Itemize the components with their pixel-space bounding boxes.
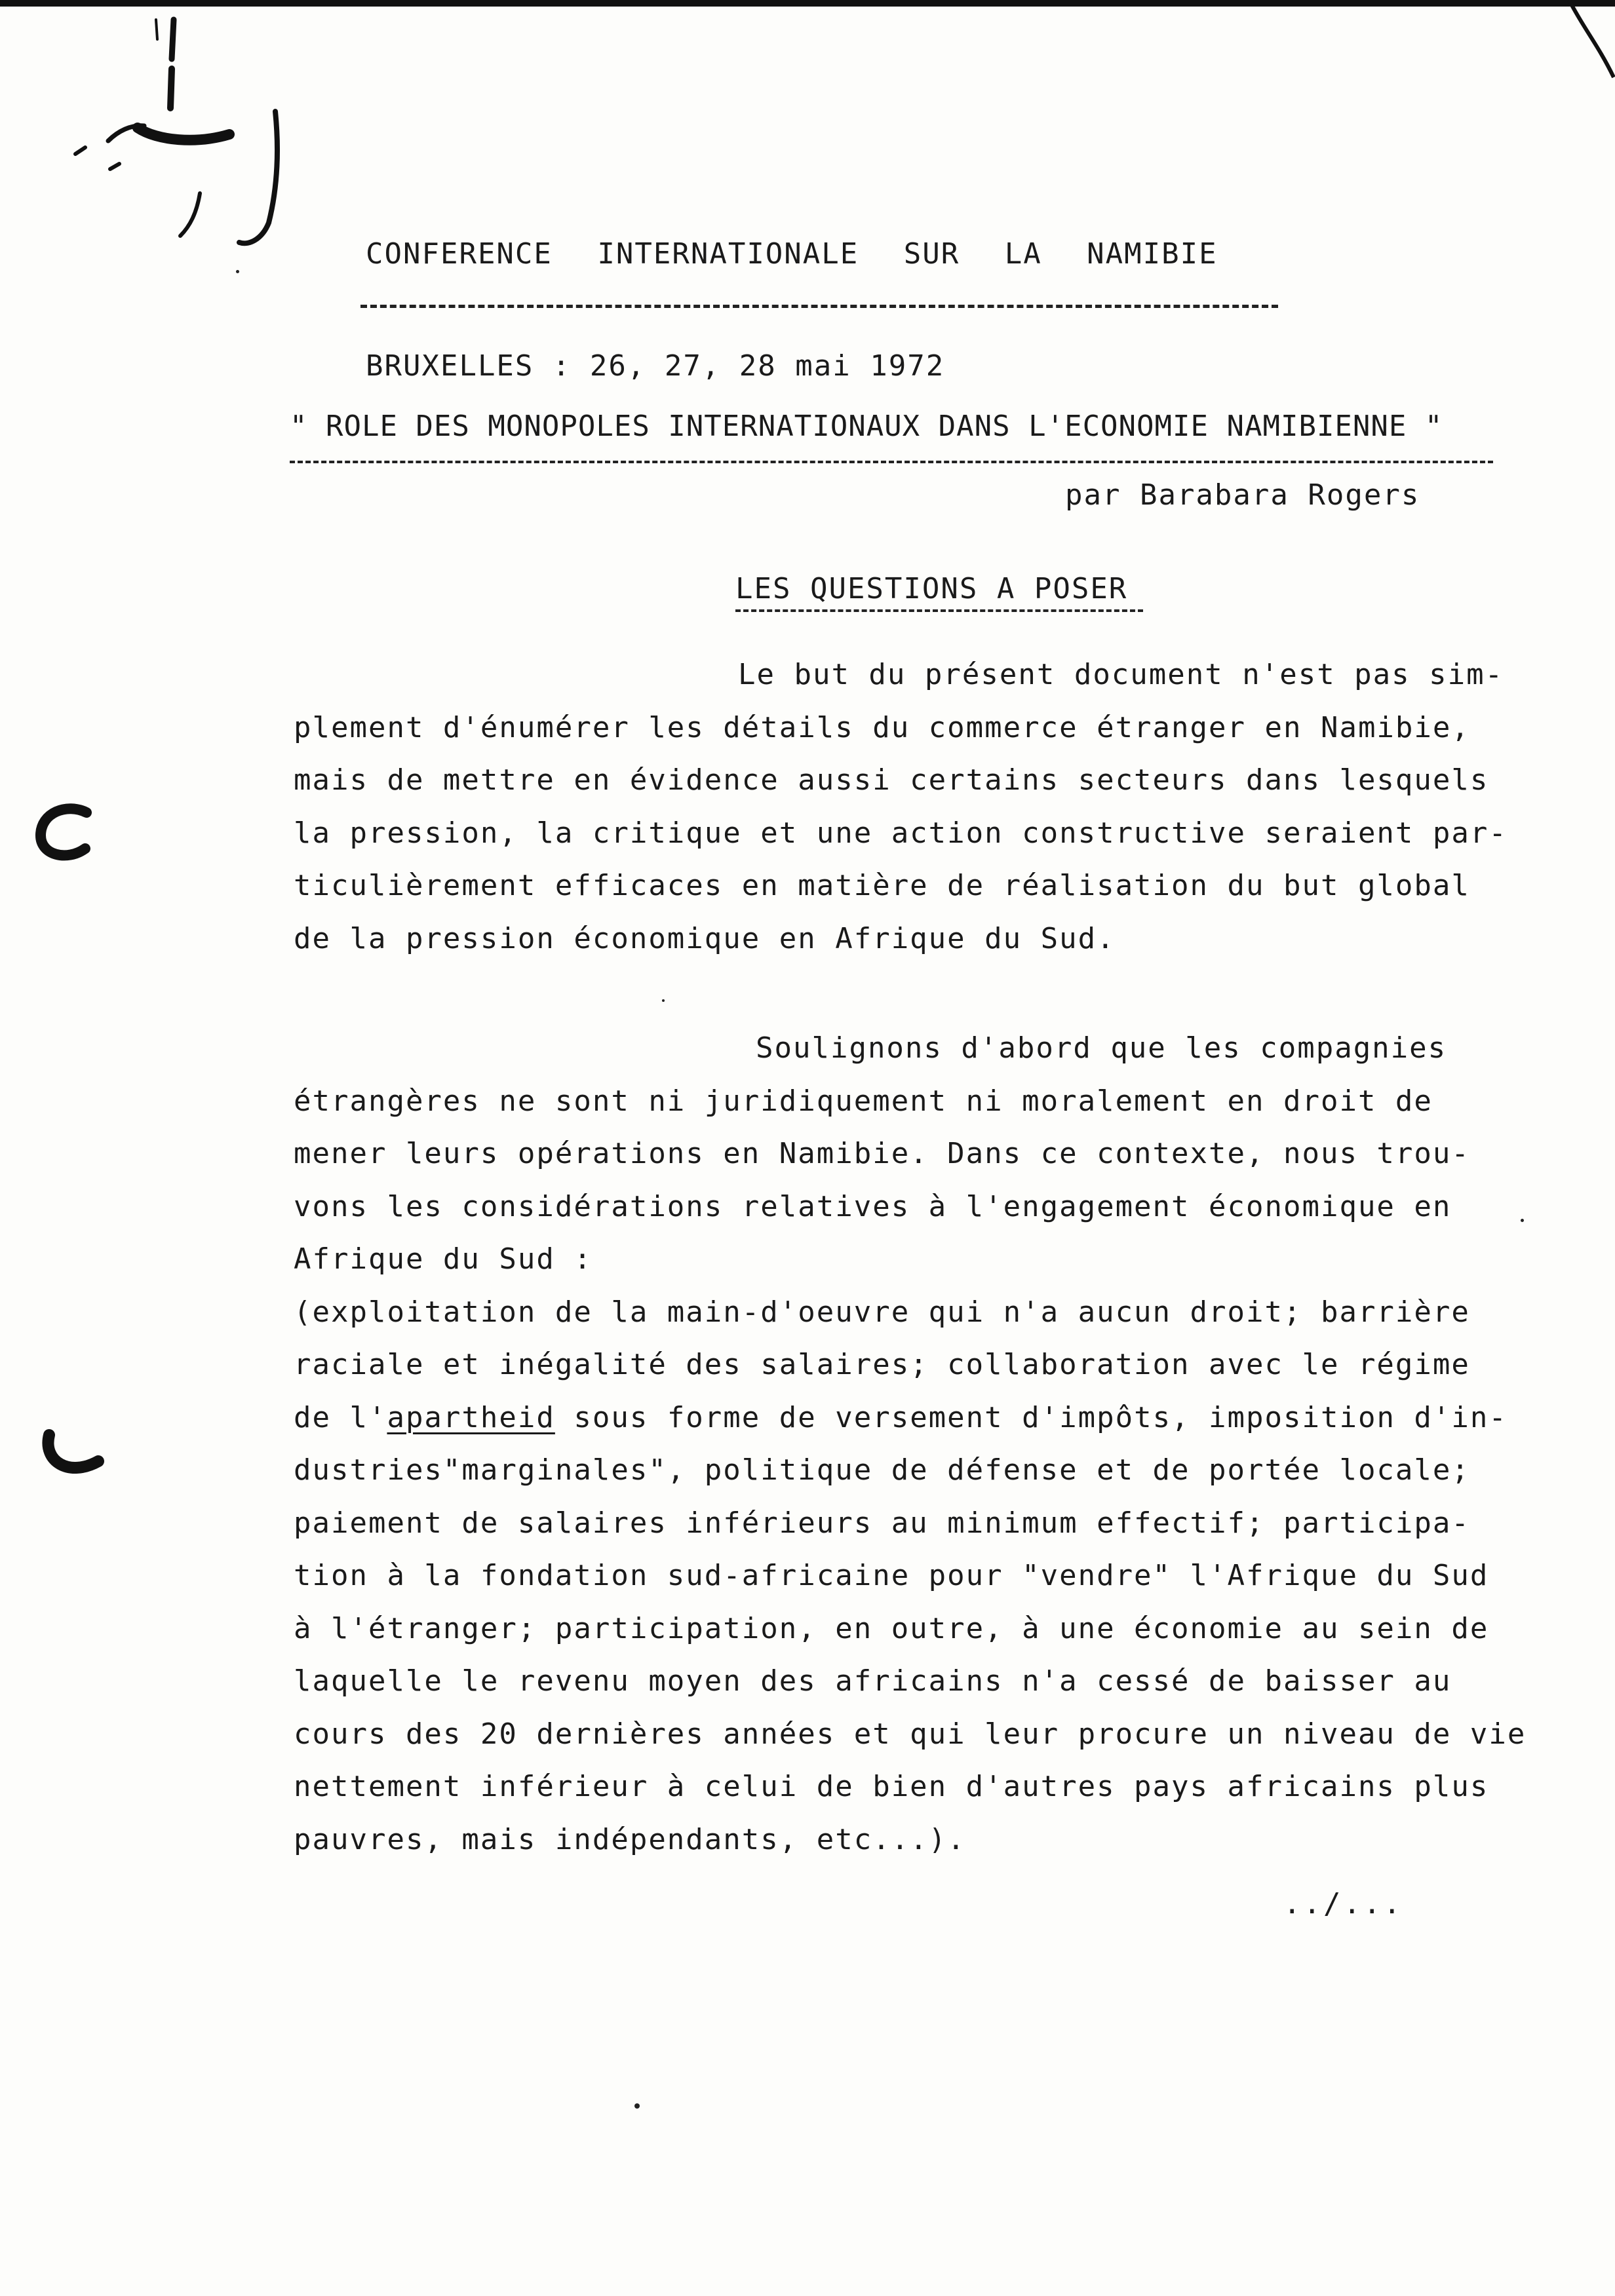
apartheid-underlined: apartheid: [387, 1400, 555, 1434]
punch-hole-lower: [36, 1415, 108, 1487]
speck: [634, 2103, 640, 2109]
paragraph-line: Le but du présent document n'est pas sim-: [738, 658, 1504, 691]
section-heading: LES QUESTIONS A POSER: [735, 572, 1128, 605]
paragraph-line: étrangères ne sont ni juridiquement ni moralement en droit de: [294, 1084, 1433, 1118]
paragraph-line: tion à la fondation sud-africaine pour "vendre" l'Afrique du Sud: [294, 1559, 1489, 1592]
paragraph-line: pauvres, mais indépendants, etc...).: [294, 1822, 966, 1856]
paragraph-line: plement d'énumérer les détails du commerce étranger en Namibie,: [294, 710, 1470, 744]
paragraph-line: vons les considérations relatives à l'engagement économique en: [294, 1189, 1452, 1223]
paragraph-2: [294, 1022, 1578, 1866]
speck: [662, 999, 665, 1002]
paragraph-line: dustries"marginales", politique de défense et de portée locale;: [294, 1453, 1470, 1487]
conference-dates: BRUXELLES : 26, 27, 28 mai 1972: [366, 349, 945, 383]
paragraph-1: [294, 649, 1578, 965]
paragraph-line: laquelle le revenu moyen des africains n'a cessé de baisser au: [294, 1664, 1452, 1698]
document-subject: " ROLE DES MONOPOLES INTERNATIONAUX DANS L'ECONOMIE NAMIBIENNE ": [290, 410, 1443, 443]
speck: [1521, 1219, 1524, 1222]
punch-hole-upper: [28, 796, 100, 868]
handwritten-annotation: [59, 13, 295, 262]
section-underline: [735, 609, 1143, 612]
paragraph-line: Afrique du Sud :: [294, 1242, 593, 1276]
paragraph-line: (exploitation de la main-d'oeuvre qui n'a aucun droit; barrière: [294, 1295, 1470, 1329]
paragraph-line: mais de mettre en évidence aussi certains secteurs dans lesquels: [294, 763, 1489, 797]
paragraph-line: paiement de salaires inférieurs au minimum effectif; participa-: [294, 1506, 1470, 1540]
paragraph-line-apartheid: [294, 1392, 1578, 1445]
paragraph-line: raciale et inégalité des salaires; collaboration avec le régime: [294, 1348, 1470, 1381]
paragraph-line: à l'étranger; participation, en outre, à une économie au sein de: [294, 1611, 1489, 1645]
paragraph-line: cours des 20 dernières années et qui leur procure un niveau de vie: [294, 1717, 1527, 1751]
author-line: par Barabara Rogers: [1065, 478, 1420, 512]
continuation-mark: ../...: [1283, 1887, 1403, 1921]
page-top-edge: [0, 0, 1615, 7]
line-start: de l': [294, 1400, 387, 1434]
line-end: sous forme de versement d'impôts, imposition d'in-: [555, 1400, 1508, 1434]
speck: [236, 270, 239, 273]
title-underline: [360, 305, 1278, 308]
paragraph-line: nettement inférieur à celui de bien d'autres pays africains plus: [294, 1770, 1489, 1803]
page-corner-mark: [1563, 0, 1615, 79]
paragraph-line: Soulignons d'abord que les compagnies: [756, 1031, 1447, 1065]
subject-underline: [290, 461, 1493, 463]
paragraph-line: ticulièrement efficaces en matière de réalisation du but global: [294, 869, 1470, 902]
conference-title: CONFERENCE INTERNATIONALE SUR LA NAMIBIE: [366, 237, 1218, 271]
paragraph-line: de la pression économique en Afrique du Sud.: [294, 921, 1116, 955]
paragraph-line: la pression, la critique et une action constructive seraient par-: [294, 816, 1508, 850]
paragraph-line: mener leurs opérations en Namibie. Dans ce contexte, nous trou-: [294, 1137, 1470, 1170]
